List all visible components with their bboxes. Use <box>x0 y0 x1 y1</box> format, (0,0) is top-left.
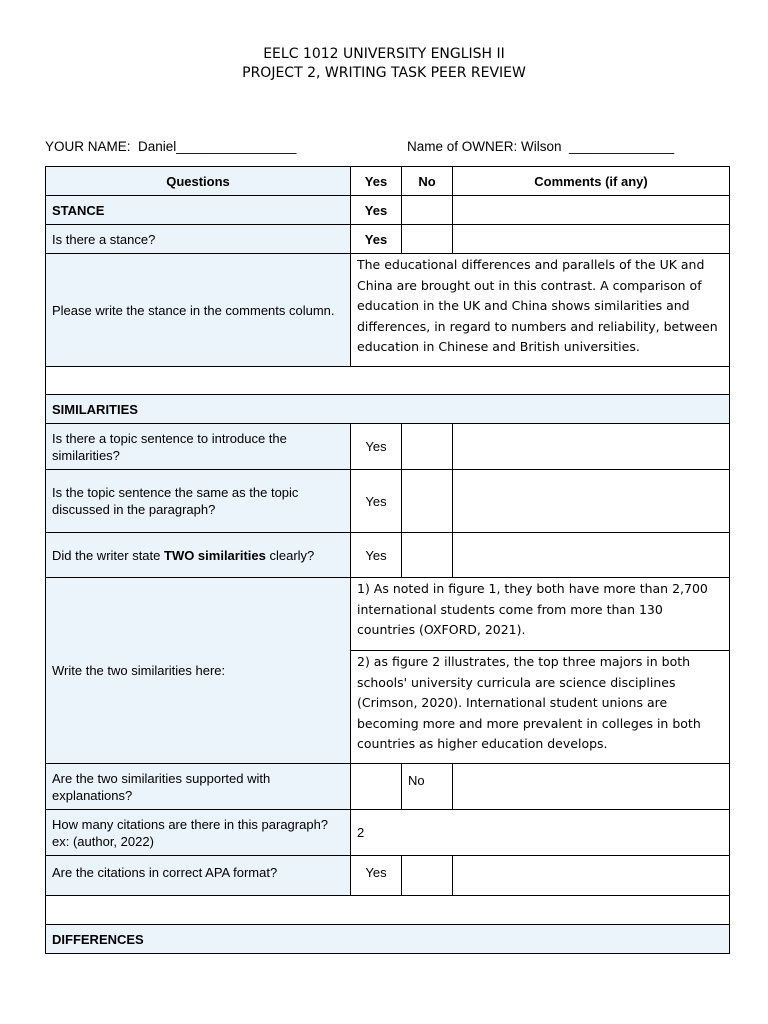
apa-format-no <box>402 856 453 896</box>
two-similarities-yes: Yes <box>351 533 402 578</box>
table-row <box>46 470 730 533</box>
question-topic-sentence: Is there a topic sentence to introduce the similarities? <box>46 424 351 470</box>
table-row <box>46 856 730 896</box>
topic-sentence-no <box>402 424 453 470</box>
question-write-similarities: Write the two similarities here: <box>46 578 351 764</box>
q3-text-post: clearly? <box>265 547 315 563</box>
supported-yes <box>351 764 402 810</box>
supported-no: No <box>402 764 453 810</box>
table-spacer-row <box>46 896 730 925</box>
table-row <box>46 225 730 254</box>
header-no: No <box>402 167 453 196</box>
q3-text-pre: Did the writer state <box>52 547 164 563</box>
question-apa-format: Are the citations in correct APA format? <box>46 856 351 896</box>
header-comments: Comments (if any) <box>453 167 730 196</box>
stance-no <box>402 225 453 254</box>
topic-same-no <box>402 470 453 533</box>
question-topic-same: Is the topic sentence the same as the topic discussed in the paragraph? <box>46 470 351 533</box>
table-row <box>46 764 730 810</box>
question-write-stance: Please write the stance in the comments column. <box>46 254 351 367</box>
q3-text-bold: TWO similarities <box>164 547 266 563</box>
question-stance: Is there a stance? <box>46 225 351 254</box>
table-spacer-row <box>46 367 730 395</box>
spacer-cell <box>46 896 730 925</box>
owner-name-field: Name of OWNER: Wilson ______________ <box>407 139 675 154</box>
table-row <box>46 810 730 856</box>
similarity-answer-2: 2) as figure 2 illustrates, the top three majors in both schools' university curricula are science disciplines (Crimson, 2020). International student unions are becoming more and more prevalent in colleges in both countries as higher education develops. <box>351 651 730 764</box>
table-row <box>46 578 730 651</box>
peer-review-table <box>45 166 730 954</box>
spacer-cell <box>46 367 730 395</box>
document-subtitle: PROJECT 2, WRITING TASK PEER REVIEW <box>242 65 526 81</box>
stance-answer: The educational differences and parallels of the UK and China are brought out in this contrast. A comparison of education in the UK and China shows similarities and differences, in regard to numbers and reliability, between education in Chinese and British universities. <box>351 254 730 367</box>
topic-sentence-yes: Yes <box>351 424 402 470</box>
section-differences: DIFFERENCES <box>46 925 730 954</box>
apa-format-yes: Yes <box>351 856 402 896</box>
table-row <box>46 395 730 424</box>
stance-section-comment <box>453 196 730 225</box>
table-row <box>46 254 730 367</box>
header-questions: Questions <box>46 167 351 196</box>
citations-count-answer: 2 <box>351 810 730 856</box>
stance-comment <box>453 225 730 254</box>
stance-section-no <box>402 196 453 225</box>
your-name-field: YOUR NAME: Daniel________________ <box>45 139 297 154</box>
two-similarities-comment <box>453 533 730 578</box>
table-row <box>46 533 730 578</box>
stance-yes: Yes <box>351 225 402 254</box>
topic-same-comment <box>453 470 730 533</box>
supported-comment <box>453 764 730 810</box>
two-similarities-no <box>402 533 453 578</box>
topic-same-yes: Yes <box>351 470 402 533</box>
apa-format-comment <box>453 856 730 896</box>
table-row <box>46 196 730 225</box>
document-title: EELC 1012 UNIVERSITY ENGLISH II <box>263 46 505 62</box>
question-supported-explanations: Are the two similarities supported with explanations? <box>46 764 351 810</box>
question-citations-count: How many citations are there in this paragraph? ex: (author, 2022) <box>46 810 351 856</box>
section-similarities: SIMILARITIES <box>46 395 730 424</box>
table-row <box>46 424 730 470</box>
table-row <box>46 925 730 954</box>
question-two-similarities <box>46 533 351 578</box>
topic-sentence-comment <box>453 424 730 470</box>
table-header-row <box>46 167 730 196</box>
stance-section-yes: Yes <box>351 196 402 225</box>
section-stance: STANCE <box>46 196 351 225</box>
similarity-answer-1: 1) As noted in figure 1, they both have more than 2,700 international students come from more than 130 countries (OXFORD, 2021). <box>351 578 730 651</box>
header-yes: Yes <box>351 167 402 196</box>
